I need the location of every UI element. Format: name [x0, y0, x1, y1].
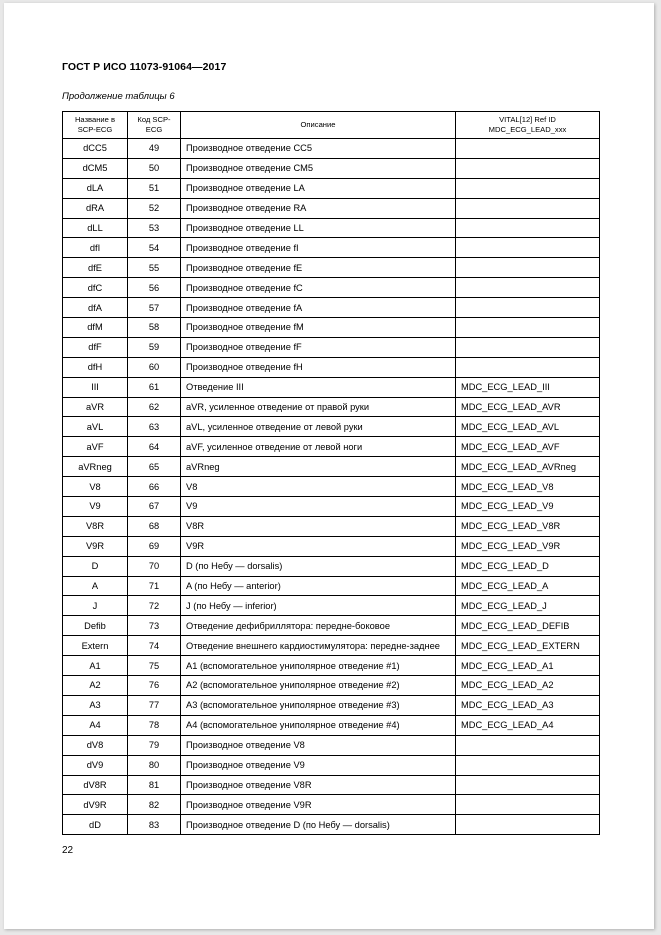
- cell-vital: [456, 218, 600, 238]
- cell-vital: [456, 139, 600, 159]
- cell-name: A3: [63, 695, 128, 715]
- table-row: [63, 377, 600, 397]
- table-row: [63, 656, 600, 676]
- table-row: [63, 616, 600, 636]
- cell-name: A2: [63, 676, 128, 696]
- cell-description: A4 (вспомогательное униполярное отведение #4): [181, 715, 456, 735]
- table-row: [63, 497, 600, 517]
- cell-name: V9: [63, 497, 128, 517]
- cell-code: 50: [128, 158, 181, 178]
- cell-vital: MDC_ECG_LEAD_A: [456, 576, 600, 596]
- leads-table: [62, 111, 600, 835]
- cell-vital: MDC_ECG_LEAD_EXTERN: [456, 636, 600, 656]
- cell-name: V8R: [63, 516, 128, 536]
- cell-vital: MDC_ECG_LEAD_V8R: [456, 516, 600, 536]
- cell-name: dfH: [63, 357, 128, 377]
- cell-name: A1: [63, 656, 128, 676]
- cell-vital: [456, 795, 600, 815]
- cell-description: Отведение III: [181, 377, 456, 397]
- header-vital: VITAL[12] Ref ID MDC_ECG_LEAD_xxx: [456, 112, 600, 139]
- cell-vital: [456, 298, 600, 318]
- cell-name: III: [63, 377, 128, 397]
- cell-name: dV8R: [63, 775, 128, 795]
- cell-description: A (по Небу — anterior): [181, 576, 456, 596]
- cell-description: Производное отведение LA: [181, 178, 456, 198]
- table-row: [63, 795, 600, 815]
- cell-code: 51: [128, 178, 181, 198]
- table-row: [63, 258, 600, 278]
- cell-code: 75: [128, 656, 181, 676]
- cell-vital: [456, 158, 600, 178]
- cell-description: V9R: [181, 536, 456, 556]
- cell-description: Производное отведение fF: [181, 337, 456, 357]
- cell-description: V8R: [181, 516, 456, 536]
- table-row: [63, 298, 600, 318]
- cell-vital: MDC_ECG_LEAD_A2: [456, 676, 600, 696]
- cell-description: Отведение дефибриллятора: передне-боковое: [181, 616, 456, 636]
- header-description: Описание: [181, 112, 456, 139]
- cell-code: 49: [128, 139, 181, 159]
- table-row: [63, 337, 600, 357]
- cell-name: aVL: [63, 417, 128, 437]
- cell-name: dD: [63, 815, 128, 835]
- table-body: [63, 139, 600, 835]
- table-row: [63, 198, 600, 218]
- cell-code: 80: [128, 755, 181, 775]
- cell-name: dV9R: [63, 795, 128, 815]
- cell-vital: MDC_ECG_LEAD_AVF: [456, 437, 600, 457]
- cell-name: dCC5: [63, 139, 128, 159]
- cell-name: dfA: [63, 298, 128, 318]
- cell-description: Производное отведение V8R: [181, 775, 456, 795]
- cell-description: aVRneg: [181, 457, 456, 477]
- table-row: [63, 636, 600, 656]
- cell-code: 81: [128, 775, 181, 795]
- cell-vital: [456, 815, 600, 835]
- cell-code: 61: [128, 377, 181, 397]
- cell-vital: [456, 198, 600, 218]
- page-number: 22: [62, 845, 74, 856]
- cell-code: 62: [128, 397, 181, 417]
- table-row: [63, 596, 600, 616]
- cell-code: 54: [128, 238, 181, 258]
- cell-description: Производное отведение fA: [181, 298, 456, 318]
- cell-code: 55: [128, 258, 181, 278]
- cell-name: aVR: [63, 397, 128, 417]
- cell-description: Производное отведение CM5: [181, 158, 456, 178]
- cell-name: dLA: [63, 178, 128, 198]
- table-caption: Продолжение таблицы 6: [62, 91, 175, 102]
- cell-vital: MDC_ECG_LEAD_D: [456, 556, 600, 576]
- cell-vital: [456, 318, 600, 338]
- table-row: [63, 357, 600, 377]
- table-row: [63, 417, 600, 437]
- cell-code: 56: [128, 278, 181, 298]
- cell-description: Производное отведение CC5: [181, 139, 456, 159]
- cell-vital: MDC_ECG_LEAD_V9: [456, 497, 600, 517]
- cell-code: 74: [128, 636, 181, 656]
- cell-code: 72: [128, 596, 181, 616]
- cell-description: aVL, усиленное отведение от левой руки: [181, 417, 456, 437]
- cell-code: 79: [128, 735, 181, 755]
- table-row: [63, 139, 600, 159]
- cell-description: A3 (вспомогательное униполярное отведение #3): [181, 695, 456, 715]
- cell-vital: MDC_ECG_LEAD_AVR: [456, 397, 600, 417]
- cell-vital: MDC_ECG_LEAD_V9R: [456, 536, 600, 556]
- cell-vital: MDC_ECG_LEAD_A3: [456, 695, 600, 715]
- cell-description: aVF, усиленное отведение от левой ноги: [181, 437, 456, 457]
- cell-vital: MDC_ECG_LEAD_V8: [456, 477, 600, 497]
- table-row: [63, 815, 600, 835]
- table-row: [63, 695, 600, 715]
- cell-description: Производное отведение LL: [181, 218, 456, 238]
- cell-code: 64: [128, 437, 181, 457]
- table-row: [63, 178, 600, 198]
- cell-description: D (по Небу — dorsalis): [181, 556, 456, 576]
- cell-name: Defib: [63, 616, 128, 636]
- cell-code: 83: [128, 815, 181, 835]
- cell-code: 68: [128, 516, 181, 536]
- cell-code: 78: [128, 715, 181, 735]
- cell-name: J: [63, 596, 128, 616]
- table-row: [63, 755, 600, 775]
- table-row: [63, 238, 600, 258]
- cell-name: Extern: [63, 636, 128, 656]
- cell-description: Производное отведение fE: [181, 258, 456, 278]
- table-row: [63, 775, 600, 795]
- table-header-row: [63, 112, 600, 139]
- table-row: [63, 457, 600, 477]
- cell-name: dfE: [63, 258, 128, 278]
- cell-vital: MDC_ECG_LEAD_A4: [456, 715, 600, 735]
- cell-code: 57: [128, 298, 181, 318]
- cell-code: 82: [128, 795, 181, 815]
- cell-vital: [456, 178, 600, 198]
- cell-code: 58: [128, 318, 181, 338]
- cell-description: Производное отведение V9R: [181, 795, 456, 815]
- cell-name: dV8: [63, 735, 128, 755]
- cell-name: A: [63, 576, 128, 596]
- cell-description: V8: [181, 477, 456, 497]
- table-row: [63, 397, 600, 417]
- cell-name: dLL: [63, 218, 128, 238]
- table-row: [63, 516, 600, 536]
- cell-name: A4: [63, 715, 128, 735]
- cell-description: Производное отведение fI: [181, 238, 456, 258]
- cell-description: aVR, усиленное отведение от правой руки: [181, 397, 456, 417]
- cell-description: A1 (вспомогательное униполярное отведение #1): [181, 656, 456, 676]
- cell-vital: [456, 238, 600, 258]
- cell-name: dfI: [63, 238, 128, 258]
- cell-code: 77: [128, 695, 181, 715]
- cell-code: 66: [128, 477, 181, 497]
- cell-code: 71: [128, 576, 181, 596]
- cell-code: 65: [128, 457, 181, 477]
- cell-name: dfM: [63, 318, 128, 338]
- cell-code: 53: [128, 218, 181, 238]
- cell-vital: MDC_ECG_LEAD_J: [456, 596, 600, 616]
- cell-vital: MDC_ECG_LEAD_DEFIB: [456, 616, 600, 636]
- table-row: [63, 477, 600, 497]
- table-row: [63, 318, 600, 338]
- cell-code: 69: [128, 536, 181, 556]
- cell-vital: [456, 278, 600, 298]
- table-row: [63, 715, 600, 735]
- cell-code: 67: [128, 497, 181, 517]
- cell-name: aVF: [63, 437, 128, 457]
- cell-vital: [456, 775, 600, 795]
- cell-vital: MDC_ECG_LEAD_AVRneg: [456, 457, 600, 477]
- cell-name: D: [63, 556, 128, 576]
- table-row: [63, 218, 600, 238]
- table-row: [63, 278, 600, 298]
- cell-vital: MDC_ECG_LEAD_AVL: [456, 417, 600, 437]
- cell-name: dfF: [63, 337, 128, 357]
- table-row: [63, 536, 600, 556]
- cell-description: Производное отведение V8: [181, 735, 456, 755]
- document-page: [4, 3, 654, 929]
- cell-description: Производное отведение fH: [181, 357, 456, 377]
- table-row: [63, 158, 600, 178]
- cell-description: Отведение внешнего кардиостимулятора: передне-заднее: [181, 636, 456, 656]
- cell-description: J (по Небу — inferior): [181, 596, 456, 616]
- cell-vital: [456, 755, 600, 775]
- cell-vital: [456, 337, 600, 357]
- cell-name: dfC: [63, 278, 128, 298]
- cell-description: Производное отведение D (по Небу — dorsalis): [181, 815, 456, 835]
- cell-description: Производное отведение fM: [181, 318, 456, 338]
- cell-code: 73: [128, 616, 181, 636]
- cell-name: aVRneg: [63, 457, 128, 477]
- cell-vital: [456, 735, 600, 755]
- cell-name: dCM5: [63, 158, 128, 178]
- cell-code: 52: [128, 198, 181, 218]
- table-row: [63, 576, 600, 596]
- table-row: [63, 437, 600, 457]
- cell-name: V9R: [63, 536, 128, 556]
- cell-vital: MDC_ECG_LEAD_III: [456, 377, 600, 397]
- cell-name: dRA: [63, 198, 128, 218]
- cell-vital: [456, 258, 600, 278]
- cell-description: Производное отведение fC: [181, 278, 456, 298]
- cell-name: V8: [63, 477, 128, 497]
- cell-description: Производное отведение V9: [181, 755, 456, 775]
- cell-code: 59: [128, 337, 181, 357]
- cell-vital: MDC_ECG_LEAD_A1: [456, 656, 600, 676]
- cell-code: 76: [128, 676, 181, 696]
- header-code: Код SCP-ECG: [128, 112, 181, 139]
- document-header: ГОСТ Р ИСО 11073-91064—2017: [62, 61, 227, 73]
- table-row: [63, 556, 600, 576]
- cell-name: dV9: [63, 755, 128, 775]
- cell-description: A2 (вспомогательное униполярное отведение #2): [181, 676, 456, 696]
- cell-description: V9: [181, 497, 456, 517]
- cell-description: Производное отведение RA: [181, 198, 456, 218]
- table-row: [63, 735, 600, 755]
- cell-code: 63: [128, 417, 181, 437]
- cell-code: 60: [128, 357, 181, 377]
- table-row: [63, 676, 600, 696]
- header-name: Название в SCP-ECG: [63, 112, 128, 139]
- cell-code: 70: [128, 556, 181, 576]
- cell-vital: [456, 357, 600, 377]
